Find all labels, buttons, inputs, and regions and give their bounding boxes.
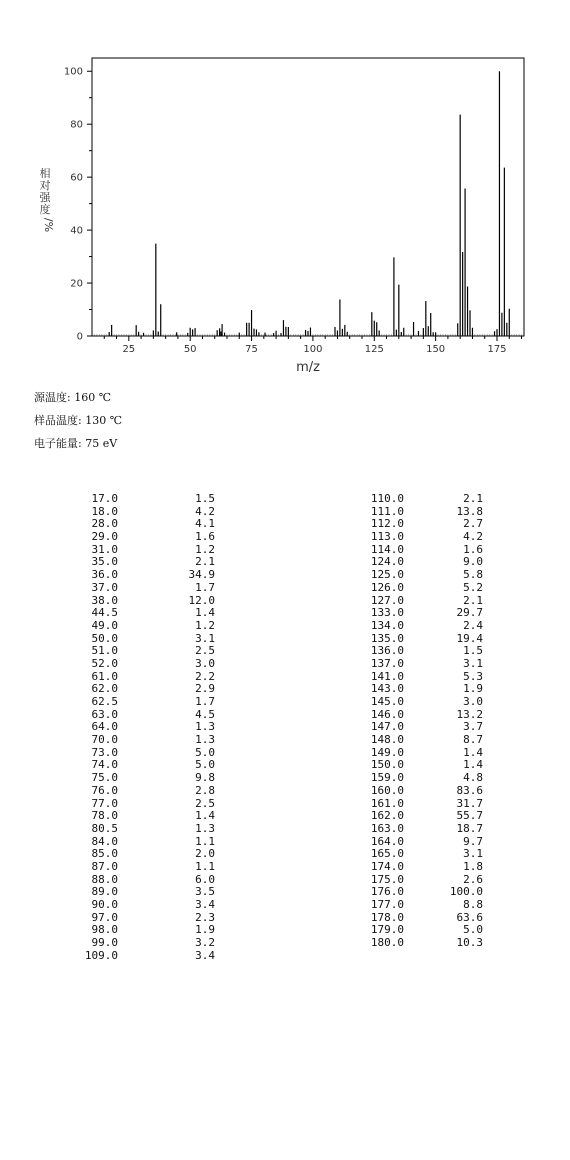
peak-row	[18, 595, 218, 608]
peak-mz: 112.0	[370, 517, 404, 531]
peak-mz: 85.0	[91, 847, 118, 861]
peak-mz: 62.5	[91, 695, 118, 708]
peak-row	[18, 645, 218, 658]
peak-abundance: 1.7	[195, 580, 215, 594]
peak-row	[18, 531, 218, 544]
peak-abundance: 3.1	[463, 847, 483, 861]
y-tick-label: 100	[63, 66, 83, 78]
peak-row	[18, 569, 218, 582]
peak-abundance: 12.0	[188, 593, 215, 607]
peak-mz: 84.0	[91, 834, 118, 848]
peak-abundance: 2.1	[463, 593, 483, 607]
peak-mz: 36.0	[91, 568, 118, 582]
peak-abundance: 83.6	[456, 783, 483, 797]
peak-abundance: 10.3	[456, 936, 483, 950]
peak-row	[18, 759, 218, 772]
peak-mz: 90.0	[91, 898, 118, 911]
peak-row	[310, 899, 490, 912]
peak-abundance: 29.7	[456, 606, 483, 620]
peak-abundance: 1.2	[195, 618, 215, 632]
x-tick-label: 50	[183, 344, 197, 355]
peak-abundance: 5.8	[463, 568, 483, 582]
peak-mz: 87.0	[91, 859, 118, 873]
peak-row	[18, 506, 218, 519]
peak-mz: 126.0	[370, 580, 404, 594]
peak-row	[18, 582, 218, 595]
peak-mz: 97.0	[91, 910, 118, 924]
peak-abundance: 13.2	[456, 707, 483, 721]
y-axis-label	[40, 166, 56, 232]
peak-abundance: 3.4	[195, 898, 215, 911]
y-tick-label: 40	[70, 225, 83, 237]
peak-mz: 61.0	[91, 669, 118, 683]
peak-row	[18, 734, 218, 747]
peak-mz: 179.0	[370, 923, 404, 937]
y-tick-label: 20	[70, 278, 83, 290]
peak-abundance: 5.0	[195, 745, 215, 759]
peak-row	[310, 696, 490, 709]
peak-abundance: 1.1	[195, 859, 215, 873]
peak-mz: 143.0	[370, 682, 404, 696]
peak-row	[310, 531, 490, 544]
peak-row	[18, 683, 218, 696]
peak-table-right	[310, 493, 490, 950]
peak-mz: 160.0	[370, 783, 404, 797]
peak-abundance: 1.5	[463, 644, 483, 658]
peak-mz: 113.0	[370, 530, 404, 544]
peak-mz: 75.0	[91, 771, 118, 785]
peak-abundance: 1.5	[195, 492, 215, 505]
peak-row	[18, 836, 218, 849]
peak-abundance: 2.5	[195, 644, 215, 658]
peak-mz: 164.0	[370, 834, 404, 848]
peak-mz: 17.0	[91, 492, 118, 505]
peak-row	[310, 937, 490, 950]
peak-abundance: 9.8	[195, 771, 215, 785]
x-tick-label: 75	[245, 344, 258, 355]
peak-mz: 37.0	[91, 580, 118, 594]
peak-abundance: 4.2	[463, 530, 483, 544]
peak-row	[310, 861, 490, 874]
peak-mz: 146.0	[370, 707, 404, 721]
peak-abundance: 2.8	[195, 783, 215, 797]
peak-mz: 162.0	[370, 809, 404, 823]
x-tick-label: 150	[426, 344, 446, 355]
peak-mz: 163.0	[370, 821, 404, 835]
peak-mz: 134.0	[370, 618, 404, 632]
peak-abundance: 1.4	[195, 606, 215, 620]
peak-mz: 18.0	[91, 504, 118, 518]
peak-abundance: 5.2	[463, 580, 483, 594]
peak-row	[310, 734, 490, 747]
peak-mz: 28.0	[91, 517, 118, 531]
peak-mz: 78.0	[91, 809, 118, 823]
peak-row	[310, 607, 490, 620]
peak-row	[18, 633, 218, 646]
peak-mz: 165.0	[370, 847, 404, 861]
peak-abundance: 19.4	[456, 631, 483, 645]
peak-abundance: 3.5	[195, 885, 215, 899]
peak-mz: 80.5	[91, 821, 118, 835]
peak-abundance: 9.0	[463, 555, 483, 569]
peak-row	[18, 861, 218, 874]
peak-abundance: 1.7	[195, 695, 215, 708]
peak-mz: 124.0	[370, 555, 404, 569]
y-tick-label: 60	[70, 172, 83, 184]
peak-abundance: 8.7	[463, 733, 483, 747]
y-axis-label-char: 相	[39, 167, 51, 180]
peak-abundance: 9.7	[463, 834, 483, 848]
peak-row	[18, 848, 218, 861]
peak-row	[18, 607, 218, 620]
peak-abundance: 1.3	[195, 720, 215, 734]
peak-mz: 137.0	[370, 656, 404, 670]
peak-row	[18, 912, 218, 925]
peak-row	[310, 620, 490, 633]
peak-mz: 127.0	[370, 593, 404, 607]
peak-abundance: 2.6	[463, 872, 483, 886]
peak-row	[18, 950, 218, 963]
peak-mz: 44.5	[91, 606, 118, 620]
x-tick-label: 25	[122, 344, 136, 355]
peak-abundance: 4.2	[195, 504, 215, 518]
peak-mz: 52.0	[91, 656, 118, 670]
peak-mz: 49.0	[91, 618, 118, 632]
peak-row	[18, 886, 218, 899]
y-axis-label-char: 强	[39, 191, 51, 204]
peak-abundance: 1.8	[463, 859, 483, 873]
peak-mz: 148.0	[370, 733, 404, 747]
peak-abundance: 1.9	[195, 923, 215, 937]
peak-abundance: 1.2	[195, 542, 215, 556]
peak-abundance: 2.0	[195, 847, 215, 861]
peak-abundance: 100.0	[449, 885, 483, 899]
peak-row	[18, 810, 218, 823]
peak-abundance: 2.9	[195, 682, 215, 696]
peak-mz: 88.0	[91, 872, 118, 886]
peak-row	[18, 772, 218, 785]
x-tick-label: 175	[487, 344, 507, 355]
peak-mz: 178.0	[370, 910, 404, 924]
peak-abundance: 2.5	[195, 796, 215, 810]
peak-abundance: 1.1	[195, 834, 215, 848]
peak-abundance: 2.2	[195, 669, 215, 683]
peak-row	[18, 747, 218, 760]
source-temperature: 源温度: 160 ℃	[34, 391, 111, 404]
peak-abundance: 5.3	[463, 669, 483, 683]
peak-mz: 180.0	[370, 936, 404, 950]
peak-mz: 149.0	[370, 745, 404, 759]
x-axis-label: m/z	[296, 360, 320, 375]
peak-mz: 161.0	[370, 796, 404, 810]
peak-abundance: 4.8	[463, 771, 483, 785]
y-axis-label-char: 对	[39, 179, 51, 192]
peak-abundance: 1.4	[463, 745, 483, 759]
peak-abundance: 1.6	[463, 542, 483, 556]
peak-mz: 175.0	[370, 872, 404, 886]
peak-abundance: 3.1	[195, 631, 215, 645]
peak-row	[18, 658, 218, 671]
peak-mz: 89.0	[91, 885, 118, 899]
peak-abundance: 1.4	[463, 758, 483, 772]
peak-row	[310, 658, 490, 671]
peak-mz: 50.0	[91, 631, 118, 645]
peak-abundance: 3.2	[195, 936, 215, 950]
peak-mz: 63.0	[91, 707, 118, 721]
peak-abundance: 13.8	[456, 504, 483, 518]
peak-mz: 150.0	[370, 758, 404, 772]
peak-table-left	[18, 493, 218, 962]
peak-row	[18, 937, 218, 950]
y-tick-label: 80	[70, 119, 83, 131]
peak-row	[310, 493, 490, 506]
peak-abundance: 3.1	[463, 656, 483, 670]
peak-row	[310, 772, 490, 785]
peak-abundance: 1.9	[463, 682, 483, 696]
peak-row	[18, 556, 218, 569]
peak-mz: 73.0	[91, 745, 118, 759]
sample-temperature: 样品温度: 130 ℃	[34, 414, 122, 427]
peak-mz: 77.0	[91, 796, 118, 810]
peak-row	[18, 493, 218, 506]
peak-row	[18, 798, 218, 811]
peak-mz: 64.0	[91, 720, 118, 734]
peak-abundance: 1.3	[195, 821, 215, 835]
peak-row	[18, 544, 218, 557]
peak-mz: 76.0	[91, 783, 118, 797]
peak-mz: 177.0	[370, 898, 404, 911]
peak-row	[310, 582, 490, 595]
mass-spectrum-chart	[0, 0, 570, 380]
peak-abundance: 5.0	[463, 923, 483, 937]
peak-row	[18, 518, 218, 531]
peak-mz: 51.0	[91, 644, 118, 658]
peak-mz: 147.0	[370, 720, 404, 734]
peak-abundance: 3.4	[195, 948, 215, 962]
peak-abundance: 8.8	[463, 898, 483, 911]
peak-abundance: 1.3	[195, 733, 215, 747]
peak-row	[310, 810, 490, 823]
peak-mz: 159.0	[370, 771, 404, 785]
plot-frame	[92, 58, 524, 336]
peak-row	[18, 785, 218, 798]
y-tick-label: 0	[76, 331, 83, 343]
peak-mz: 125.0	[370, 568, 404, 582]
peak-row	[18, 696, 218, 709]
peak-mz: 99.0	[91, 936, 118, 950]
peak-abundance: 63.6	[456, 910, 483, 924]
peak-mz: 145.0	[370, 695, 404, 708]
peak-abundance: 3.7	[463, 720, 483, 734]
peak-mz: 174.0	[370, 859, 404, 873]
x-tick-label: 100	[303, 344, 323, 355]
peak-abundance: 2.7	[463, 517, 483, 531]
peak-abundance: 3.0	[463, 695, 483, 708]
peak-abundance: 55.7	[456, 809, 483, 823]
peak-row	[18, 823, 218, 836]
peak-mz: 70.0	[91, 733, 118, 747]
x-tick-label: 125	[364, 344, 384, 355]
peak-abundance: 6.0	[195, 872, 215, 886]
peak-abundance: 18.7	[456, 821, 483, 835]
peak-mz: 176.0	[370, 885, 404, 899]
peak-mz: 141.0	[370, 669, 404, 683]
peak-mz: 111.0	[370, 504, 404, 518]
peak-abundance: 2.4	[463, 618, 483, 632]
peak-mz: 74.0	[91, 758, 118, 772]
electron-energy: 电子能量: 75 eV	[34, 437, 118, 450]
peak-mz: 110.0	[370, 492, 404, 505]
peak-abundance: 1.6	[195, 530, 215, 544]
peak-row	[310, 569, 490, 582]
peak-mz: 109.0	[84, 948, 118, 962]
peak-mz: 114.0	[370, 542, 404, 556]
peak-row	[18, 671, 218, 684]
peak-row	[310, 823, 490, 836]
peak-row	[310, 785, 490, 798]
peak-mz: 98.0	[91, 923, 118, 937]
peak-abundance: 4.5	[195, 707, 215, 721]
peak-row	[18, 874, 218, 887]
peak-mz: 135.0	[370, 631, 404, 645]
peak-abundance: 1.4	[195, 809, 215, 823]
peak-row	[18, 899, 218, 912]
peak-abundance: 3.0	[195, 656, 215, 670]
peak-abundance: 2.3	[195, 910, 215, 924]
peak-mz: 38.0	[91, 593, 118, 607]
peak-row	[18, 924, 218, 937]
peak-abundance: 5.0	[195, 758, 215, 772]
peak-abundance: 2.1	[463, 492, 483, 505]
y-axis-label-char: 度	[39, 203, 51, 216]
peak-abundance: 2.1	[195, 555, 215, 569]
peak-mz: 136.0	[370, 644, 404, 658]
peak-row	[18, 721, 218, 734]
peak-mz: 35.0	[91, 555, 118, 569]
y-axis-label-unit: /%	[42, 217, 55, 233]
peak-abundance: 34.9	[188, 568, 215, 582]
peak-row	[18, 709, 218, 722]
peak-abundance: 31.7	[456, 796, 483, 810]
peak-mz: 29.0	[91, 530, 118, 544]
peak-row	[18, 620, 218, 633]
peak-mz: 31.0	[91, 542, 118, 556]
peak-mz: 133.0	[370, 606, 404, 620]
peak-mz: 62.0	[91, 682, 118, 696]
peak-abundance: 4.1	[195, 517, 215, 531]
